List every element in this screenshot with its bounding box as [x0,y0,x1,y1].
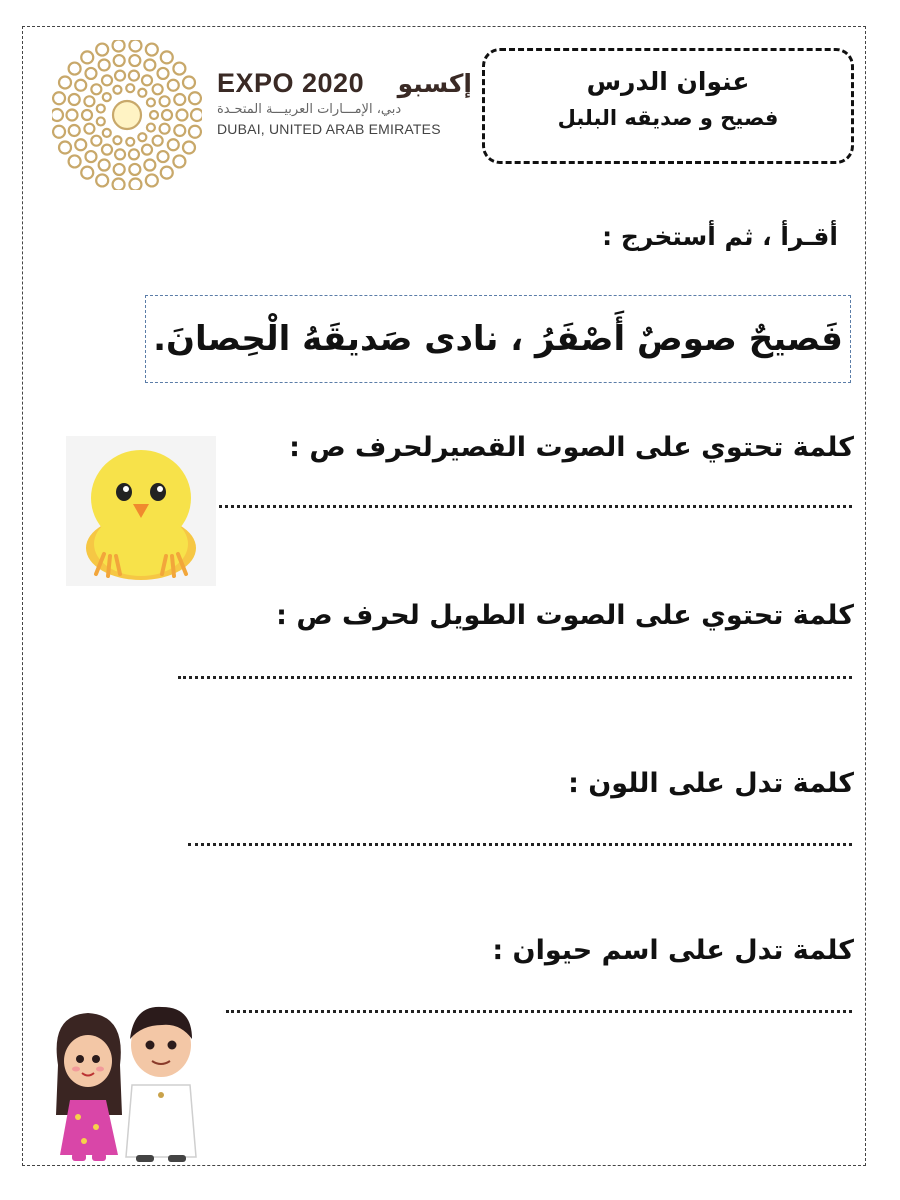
emirati-children-icon [40,995,240,1165]
lesson-title-label: عنوان الدرس [586,67,750,96]
question-1: كلمة تحتوي على الصوت القصيرلحرف ص : [289,432,854,463]
answer-line-2[interactable] [178,676,852,679]
logo-english-location: DUBAI, UNITED ARAB EMIRATES [217,121,441,137]
question-2: كلمة تحتوي على الصوت الطويل لحرف ص : [276,600,854,631]
answer-line-1[interactable] [208,505,852,508]
lesson-title: فصيح و صديقه البلبل [557,106,779,130]
question-4: كلمة تدل على اسم حيوان : [492,935,854,966]
yellow-chick-icon [66,436,216,586]
question-3: كلمة تدل على اللون : [568,768,854,799]
expo-2020-logo [52,40,472,190]
instruction-text: أقـرأ ، ثم أستخرج : [602,222,838,251]
logo-expo-text: EXPO 2020 [217,68,365,98]
lesson-title-box [482,48,854,164]
answer-line-3[interactable] [188,843,852,846]
reading-sentence-box [145,295,851,383]
reading-sentence: فَصيحٌ صوصٌ أَصْفَرُ ، نادى صَديقَهُ الْحِصانَ. [153,319,843,359]
expo-emblem-icon [52,40,202,190]
logo-arabic-location: دبي، الإمـــارات العربيـــة المتحـدة [217,102,402,117]
logo-arabic-name: إكسبو [397,69,472,98]
answer-line-4[interactable] [226,1010,852,1013]
